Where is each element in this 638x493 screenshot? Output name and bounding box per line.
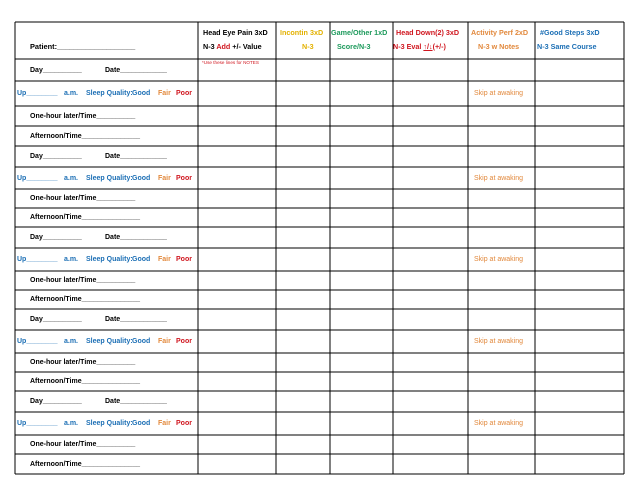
am-label: a.m. xyxy=(64,256,79,263)
sleep-quality-label: Sleep Quality: xyxy=(86,174,133,182)
skip-at-awaking-label: Skip at awaking xyxy=(474,338,524,345)
header-column-title: Incontin 3xD xyxy=(280,28,324,37)
up-time-field: Up________ xyxy=(17,338,58,345)
col4-subtitle xyxy=(393,42,446,51)
sleep-poor-option: Poor xyxy=(176,420,192,427)
col3-subtitle: Score/N-3 xyxy=(337,42,371,51)
date-field: Date____________ xyxy=(105,398,167,405)
day-field: Day__________ xyxy=(30,153,82,160)
sleep-quality-label: Sleep Quality: xyxy=(86,256,133,263)
col1-prefix: N-3 xyxy=(203,42,217,51)
am-label: a.m. xyxy=(64,338,79,345)
up-time-field: Up________ xyxy=(17,90,58,97)
sleep-good-option: Good xyxy=(132,420,151,427)
notes-hint: *Use these lines for NOTES xyxy=(202,60,259,65)
one-hour-later-field: One-hour later/Time__________ xyxy=(30,441,136,448)
sleep-poor-option: Poor xyxy=(176,338,192,345)
day-field: Day__________ xyxy=(30,66,82,74)
header-column-title: Activity Perf 2xD xyxy=(471,28,529,37)
sleep-poor-option: Poor xyxy=(176,90,192,97)
sleep-fair-option: Fair xyxy=(158,90,171,97)
up-time-field: Up________ xyxy=(17,256,58,263)
sleep-fair-option: Fair xyxy=(158,256,171,263)
afternoon-time-field: Afternoon/Time_______________ xyxy=(30,460,140,468)
afternoon-time-field: Afternoon/Time_______________ xyxy=(30,214,140,221)
up-down-arrows-icon: ↑/↓ xyxy=(423,42,433,51)
date-field: Date____________ xyxy=(105,234,167,241)
col1-suffix: +/- Value xyxy=(230,42,262,51)
col4-prefix: N-3 Eval xyxy=(393,42,424,51)
date-field: Date____________ xyxy=(105,316,167,323)
one-hour-later-field: One-hour later/Time__________ xyxy=(30,195,136,202)
date-field: Date____________ xyxy=(105,66,167,74)
one-hour-later-field: One-hour later/Time__________ xyxy=(30,112,136,120)
one-hour-later-field: One-hour later/Time__________ xyxy=(30,277,136,284)
day-field: Day__________ xyxy=(30,234,82,241)
up-time-field: Up________ xyxy=(17,174,58,182)
skip-at-awaking-label: Skip at awaking xyxy=(474,90,524,97)
am-label: a.m. xyxy=(64,174,79,182)
sleep-fair-option: Fair xyxy=(158,338,171,345)
patient-label: Patient:___________________ xyxy=(30,42,136,51)
am-label: a.m. xyxy=(64,420,79,427)
col2-subtitle: N-3 xyxy=(302,42,314,51)
sleep-fair-option: Fair xyxy=(158,174,171,182)
skip-at-awaking-label: Skip at awaking xyxy=(474,420,524,427)
day-field: Day__________ xyxy=(30,398,82,405)
sleep-quality-label: Sleep Quality: xyxy=(86,420,133,427)
skip-at-awaking-label: Skip at awaking xyxy=(474,174,524,182)
col1-add: Add xyxy=(216,42,231,51)
one-hour-later-field: One-hour later/Time__________ xyxy=(30,359,136,366)
sleep-poor-option: Poor xyxy=(176,256,192,263)
header-column-title: Game/Other 1xD xyxy=(331,28,388,37)
col4-suffix: (+/-) xyxy=(432,42,446,51)
header-column-title: Head Eye Pain 3xD xyxy=(203,28,268,37)
am-label: a.m. xyxy=(64,90,79,97)
afternoon-time-field: Afternoon/Time_______________ xyxy=(30,296,140,303)
col5-subtitle: N-3 w Notes xyxy=(478,42,520,51)
afternoon-time-field: Afternoon/Time_______________ xyxy=(30,378,140,385)
afternoon-time-field: Afternoon/Time_______________ xyxy=(30,132,140,140)
skip-at-awaking-label: Skip at awaking xyxy=(474,256,524,263)
sleep-fair-option: Fair xyxy=(158,420,171,427)
header-column-title: Head Down(2) 3xD xyxy=(396,28,460,37)
sleep-quality-label: Sleep Quality: xyxy=(86,90,133,97)
day-field: Day__________ xyxy=(30,316,82,323)
sleep-quality-label: Sleep Quality: xyxy=(86,338,133,345)
sleep-good-option: Good xyxy=(132,174,151,182)
date-field: Date____________ xyxy=(105,153,167,160)
sleep-good-option: Good xyxy=(132,256,151,263)
col6-subtitle: N-3 Same Course xyxy=(537,42,597,51)
sleep-poor-option: Poor xyxy=(176,174,192,182)
sleep-good-option: Good xyxy=(132,90,151,97)
up-time-field: Up________ xyxy=(17,420,58,427)
col1-subtitle xyxy=(203,42,262,51)
header-column-title: #Good Steps 3xD xyxy=(540,28,600,37)
sleep-good-option: Good xyxy=(132,338,151,345)
